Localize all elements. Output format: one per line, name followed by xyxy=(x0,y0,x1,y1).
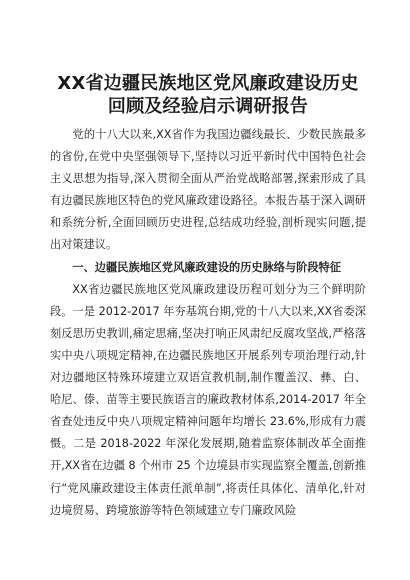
section-heading: 一、边疆民族地区党风廉政建设的历史脉络与阶段特征 xyxy=(72,260,341,274)
document-title: XX省边疆民族地区党风廉政建设历史回顾及经验启示调研报告 xyxy=(57,73,359,117)
intro-paragraph: 党的十八大以来,XX省作为我国边疆线最长、少数民族最多的省份,在党中央坚强领导下,坚持以习近平新时代中国特色社会主义思想为指导,深入贯彻全面从严治党战略部署,探索形成了具有边疆民族地区特色的党风廉政建设路径。本报告基于深入调研和系统分析,全面回顾历史进程,总结成功经验,剖析现实问题,提出对策建议。 xyxy=(50,128,366,252)
section-body-paragraph: XX省边疆民族地区党风廉政建设历程可划分为三个鲜明阶段。一是 2012-2017 年夯基筑台期,党的十八大以来,XX省委深刻反思历史教训,痛定思痛,坚决打响正风肃纪反腐攻坚战,严格落实中央八项规定精神,在边疆民族地区开展系列专项治理行动,针对边疆地区特殊环境建立双语宣教机制,制作覆盖汉、彝、白、哈尼、傣、苗等主要民族语言的廉政教材体系,2014-2017 年全省查处违反中央八项规定精神问题年均增长 23.6%,形成有力震慑。二是 2018-2022 年深化发展期,随着监察体制改革全面推开,XX省在边疆 8 个州市 25 个边境县市实现监察全覆盖,创新推行“党风廉政建设主体责任派单制”,将责任具体化、清单化,针对边境贸易、跨境旅游等特色领域建立专门廉政风险 xyxy=(50,282,366,517)
